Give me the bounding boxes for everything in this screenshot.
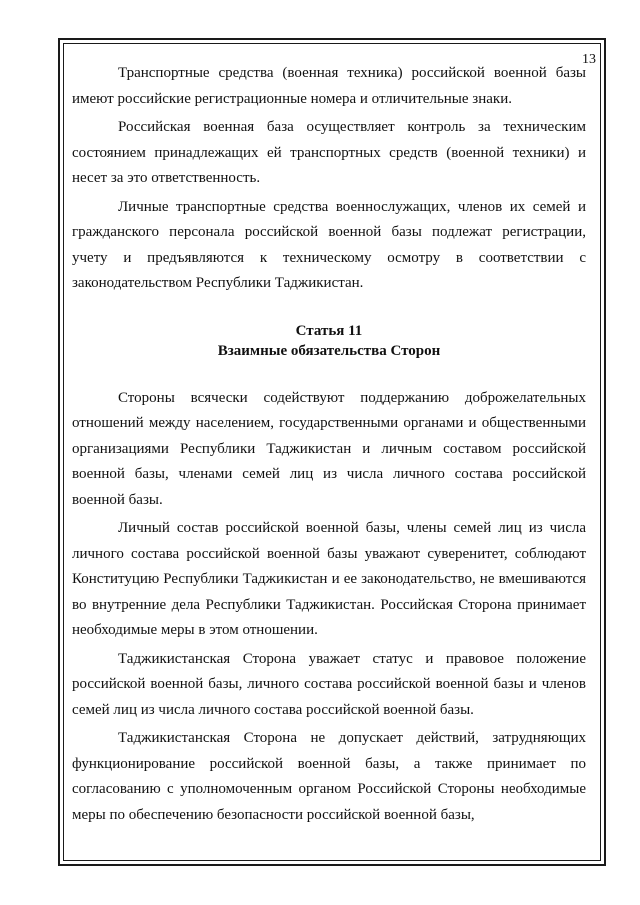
article-number: Статья 11 <box>295 322 363 339</box>
paragraph: Таджикистанская Сторона уважает статус и правовое положение российской военной базы, личного состава российской военной базы и членов семей лиц из числа личного состава российской военной базы. <box>72 650 586 718</box>
article-title: Взаимные обязательства Сторон <box>217 342 441 359</box>
document-body <box>72 61 586 828</box>
paragraph: Личный состав российской военной базы, члены семей лиц из числа личного состава российской военной базы уважают суверенитет, соблюдают Конституцию Республики Таджикистан и ее законодательство, не вмешиваются во внутренние дела Республики Таджикистан. Российская Сторона принимает необходимые меры в этом отношении. <box>72 520 586 638</box>
paragraph: Транспортные средства (военная техника) российской военной базы имеют российские регистрационные номера и отличительные знаки. <box>72 65 586 107</box>
article-heading <box>72 321 586 361</box>
paragraph: Личные транспортные средства военнослужащих, членов их семей и гражданского персонала российской военной базы подлежат регистрации, учету и предъявляются к техническому осмотру в соответствии с законодательством Республики Таджикистан. <box>72 198 586 291</box>
paragraph: Российская военная база осуществляет контроль за техническим состоянием принадлежащих ей транспортных средств (военной техники) и несет за это ответственность. <box>72 119 586 186</box>
paragraph: Стороны всячески содействуют поддержанию доброжелательных отношений между населением, государственными органами и общественными организациями Республики Таджикистан и личным составом российской военной базы, членами семей лиц из числа личного состава российской военной базы. <box>72 389 586 508</box>
page-number: 13 <box>582 52 596 67</box>
paragraph: Таджикистанская Сторона не допускает действий, затрудняющих функционирование российской военной базы, а также принимает по согласованию с уполномоченным органом Российской Стороны необходимые меры по обеспечению безопасности российской военной базы, <box>72 730 586 823</box>
